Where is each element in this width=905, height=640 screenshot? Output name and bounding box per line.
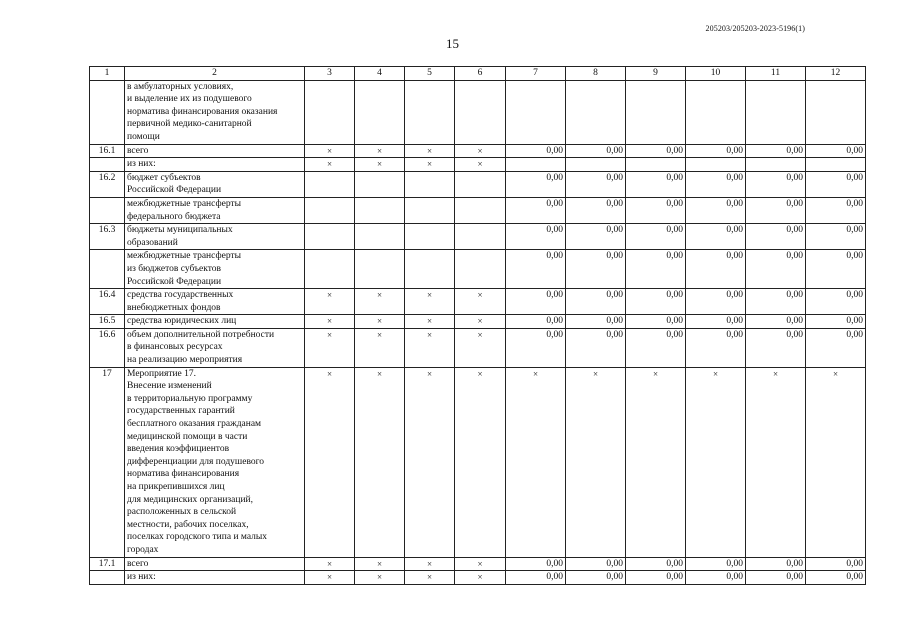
column-header: 10 [686, 67, 746, 81]
mark-cell [355, 80, 405, 144]
value-cell: 0,00 [746, 224, 806, 250]
value-cell: 0,00 [686, 144, 746, 158]
value-cell: 0,00 [686, 315, 746, 329]
value-cell [506, 158, 566, 172]
column-header: 8 [566, 67, 626, 81]
row-label: всего [125, 557, 305, 571]
value-cell: 0,00 [566, 571, 626, 585]
mark-cell [305, 224, 355, 250]
value-cell [626, 80, 686, 144]
mark-cell: × [455, 315, 506, 329]
row-label: бюджеты муниципальных образований [125, 224, 305, 250]
value-cell [566, 158, 626, 172]
table-row [90, 367, 866, 557]
column-header: 1 [90, 67, 125, 81]
row-label: всего [125, 144, 305, 158]
table-row [90, 289, 866, 315]
mark-cell: × [355, 571, 405, 585]
value-cell [686, 80, 746, 144]
mark-cell: × [305, 328, 355, 367]
value-cell: 0,00 [566, 250, 626, 289]
value-cell: 0,00 [626, 171, 686, 197]
mark-cell: × [355, 328, 405, 367]
value-cell: 0,00 [746, 250, 806, 289]
value-cell: 0,00 [566, 197, 626, 223]
value-cell: × [626, 367, 686, 557]
mark-cell: × [455, 367, 506, 557]
row-label: межбюджетные трансферты федерального бюджета [125, 197, 305, 223]
mark-cell [455, 224, 506, 250]
value-cell: 0,00 [746, 557, 806, 571]
mark-cell: × [355, 158, 405, 172]
row-number: 17 [90, 367, 125, 557]
financing-table [89, 66, 866, 585]
value-cell: 0,00 [806, 557, 866, 571]
mark-cell: × [305, 571, 355, 585]
mark-cell [355, 250, 405, 289]
value-cell: 0,00 [506, 171, 566, 197]
value-cell: 0,00 [746, 328, 806, 367]
row-label: объем дополнительной потребности в финансовых ресурсах на реализацию мероприятия [125, 328, 305, 367]
mark-cell [405, 224, 455, 250]
value-cell [626, 158, 686, 172]
value-cell: 0,00 [806, 197, 866, 223]
value-cell: 0,00 [806, 289, 866, 315]
mark-cell: × [355, 144, 405, 158]
mark-cell: × [405, 367, 455, 557]
mark-cell [405, 171, 455, 197]
mark-cell: × [405, 571, 455, 585]
row-number [90, 571, 125, 585]
mark-cell [305, 250, 355, 289]
value-cell: 0,00 [566, 144, 626, 158]
table-row [90, 144, 866, 158]
row-label: из них: [125, 158, 305, 172]
value-cell: 0,00 [806, 571, 866, 585]
value-cell: × [566, 367, 626, 557]
value-cell: 0,00 [806, 250, 866, 289]
mark-cell [355, 224, 405, 250]
value-cell: 0,00 [506, 328, 566, 367]
mark-cell: × [355, 315, 405, 329]
row-label: из них: [125, 571, 305, 585]
value-cell: 0,00 [626, 289, 686, 315]
mark-cell: × [305, 158, 355, 172]
value-cell: 0,00 [566, 315, 626, 329]
mark-cell: × [305, 367, 355, 557]
table-row [90, 557, 866, 571]
column-header: 5 [405, 67, 455, 81]
row-number: 16.1 [90, 144, 125, 158]
mark-cell: × [405, 557, 455, 571]
row-number: 17.1 [90, 557, 125, 571]
mark-cell [455, 197, 506, 223]
value-cell: 0,00 [686, 571, 746, 585]
value-cell: 0,00 [626, 250, 686, 289]
row-label: средства юридических лиц [125, 315, 305, 329]
value-cell [566, 80, 626, 144]
mark-cell: × [455, 289, 506, 315]
mark-cell [455, 250, 506, 289]
row-number: 16.4 [90, 289, 125, 315]
mark-cell: × [405, 144, 455, 158]
value-cell: 0,00 [746, 289, 806, 315]
mark-cell: × [455, 144, 506, 158]
table-row [90, 158, 866, 172]
value-cell: 0,00 [746, 144, 806, 158]
row-label: бюджет субъектов Российской Федерации [125, 171, 305, 197]
value-cell: 0,00 [506, 315, 566, 329]
value-cell: 0,00 [506, 250, 566, 289]
value-cell: × [506, 367, 566, 557]
column-header: 4 [355, 67, 405, 81]
mark-cell: × [405, 289, 455, 315]
value-cell: 0,00 [686, 557, 746, 571]
value-cell: 0,00 [626, 571, 686, 585]
value-cell: 0,00 [686, 328, 746, 367]
column-header: 6 [455, 67, 506, 81]
value-cell: 0,00 [806, 171, 866, 197]
mark-cell [305, 197, 355, 223]
mark-cell: × [305, 289, 355, 315]
value-cell: 0,00 [746, 197, 806, 223]
value-cell: 0,00 [806, 144, 866, 158]
value-cell: 0,00 [506, 571, 566, 585]
table-row [90, 197, 866, 223]
table-row [90, 328, 866, 367]
value-cell: 0,00 [566, 171, 626, 197]
column-header: 2 [125, 67, 305, 81]
mark-cell: × [305, 557, 355, 571]
value-cell: 0,00 [566, 557, 626, 571]
value-cell [686, 158, 746, 172]
mark-cell [305, 80, 355, 144]
mark-cell: × [455, 571, 506, 585]
row-number: 16.2 [90, 171, 125, 197]
page-number: 15 [446, 36, 459, 51]
value-cell: 0,00 [566, 328, 626, 367]
column-header: 11 [746, 67, 806, 81]
column-header: 9 [626, 67, 686, 81]
table-row [90, 80, 866, 144]
mark-cell [305, 171, 355, 197]
value-cell: × [806, 367, 866, 557]
mark-cell: × [405, 328, 455, 367]
value-cell: 0,00 [806, 328, 866, 367]
table-row [90, 250, 866, 289]
mark-cell [405, 250, 455, 289]
value-cell: 0,00 [506, 224, 566, 250]
mark-cell [355, 197, 405, 223]
mark-cell [355, 171, 405, 197]
value-cell: 0,00 [506, 289, 566, 315]
value-cell: 0,00 [626, 144, 686, 158]
value-cell: 0,00 [626, 224, 686, 250]
value-cell: 0,00 [626, 557, 686, 571]
column-header: 3 [305, 67, 355, 81]
value-cell [806, 158, 866, 172]
value-cell: 0,00 [626, 315, 686, 329]
value-cell: 0,00 [686, 250, 746, 289]
row-number [90, 80, 125, 144]
row-number [90, 250, 125, 289]
mark-cell [405, 80, 455, 144]
value-cell [506, 80, 566, 144]
value-cell: 0,00 [506, 197, 566, 223]
mark-cell: × [455, 158, 506, 172]
row-number: 16.5 [90, 315, 125, 329]
row-number: 16.3 [90, 224, 125, 250]
value-cell: 0,00 [506, 557, 566, 571]
value-cell: 0,00 [746, 571, 806, 585]
value-cell: 0,00 [566, 289, 626, 315]
document-code: 205203/205203-2023-5196(1) [705, 24, 805, 33]
row-label: Мероприятие 17. Внесение изменений в территориальную программу государственных гарантий бесплатного оказания гражданам медицинской помощи в части введения коэффициентов дифференциации для подушевого норматива финансирования на прикрепившихся лиц для медицинских организаций, расположенных в сельской местности, рабочих поселках, поселках городского типа и малых городах [125, 367, 305, 557]
mark-cell: × [455, 328, 506, 367]
value-cell [746, 80, 806, 144]
value-cell: × [686, 367, 746, 557]
row-label: межбюджетные трансферты из бюджетов субъектов Российской Федерации [125, 250, 305, 289]
row-number: 16.6 [90, 328, 125, 367]
row-label: средства государственных внебюджетных фондов [125, 289, 305, 315]
value-cell: × [746, 367, 806, 557]
value-cell: 0,00 [686, 289, 746, 315]
value-cell: 0,00 [746, 315, 806, 329]
value-cell: 0,00 [746, 171, 806, 197]
mark-cell: × [455, 557, 506, 571]
value-cell: 0,00 [506, 144, 566, 158]
value-cell: 0,00 [626, 328, 686, 367]
value-cell: 0,00 [806, 224, 866, 250]
table-row [90, 571, 866, 585]
mark-cell: × [305, 144, 355, 158]
row-number [90, 158, 125, 172]
value-cell [806, 80, 866, 144]
table-row [90, 171, 866, 197]
header-row [90, 67, 866, 81]
value-cell: 0,00 [626, 197, 686, 223]
table-row [90, 224, 866, 250]
mark-cell: × [355, 367, 405, 557]
value-cell: 0,00 [806, 315, 866, 329]
mark-cell: × [305, 315, 355, 329]
value-cell [746, 158, 806, 172]
column-header: 7 [506, 67, 566, 81]
row-number [90, 197, 125, 223]
row-label: в амбулаторных условиях, и выделение их из подушевого норматива финансирования оказания первичной медико-санитарной помощи [125, 80, 305, 144]
value-cell: 0,00 [566, 224, 626, 250]
mark-cell [455, 171, 506, 197]
mark-cell [405, 197, 455, 223]
value-cell: 0,00 [686, 171, 746, 197]
mark-cell: × [355, 557, 405, 571]
mark-cell: × [405, 315, 455, 329]
table-row [90, 315, 866, 329]
mark-cell [455, 80, 506, 144]
column-header: 12 [806, 67, 866, 81]
value-cell: 0,00 [686, 197, 746, 223]
mark-cell: × [405, 158, 455, 172]
value-cell: 0,00 [686, 224, 746, 250]
mark-cell: × [355, 289, 405, 315]
